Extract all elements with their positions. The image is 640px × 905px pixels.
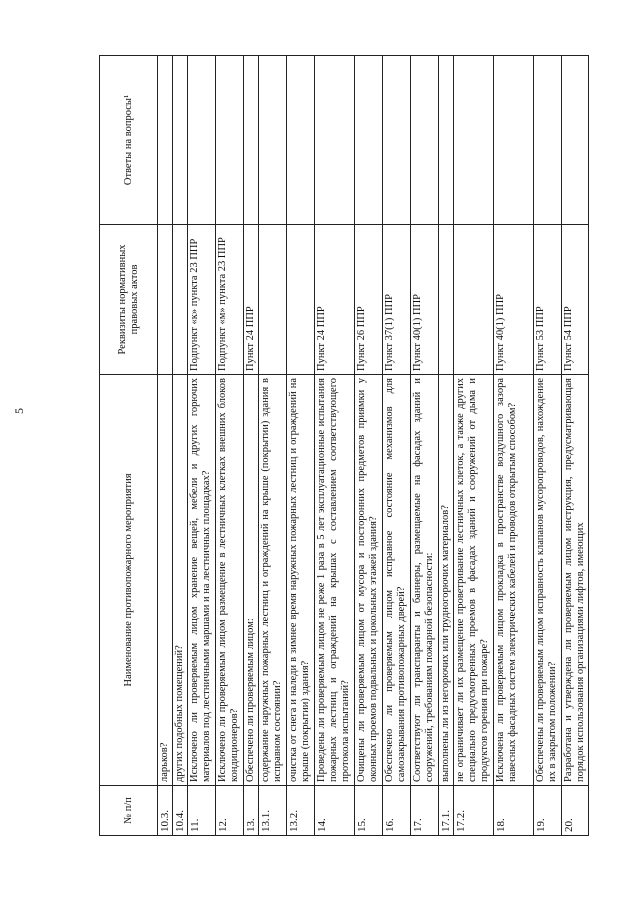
measure-name: Обеспечены ли проверяемым лицом исправность клапанов мусоропроводов, нахождение их в закрытом положении? <box>534 375 562 786</box>
table-row <box>188 56 216 836</box>
answer-cell <box>287 56 315 225</box>
row-number: 19. <box>534 786 562 836</box>
table-row <box>494 56 534 836</box>
legal-requisites <box>259 225 287 375</box>
table-header-row <box>100 56 158 836</box>
table-row <box>158 56 173 836</box>
header-name: Наименование противопожарного мероприятия <box>100 375 158 786</box>
legal-requisites <box>158 225 173 375</box>
row-number: 14. <box>315 786 355 836</box>
legal-requisites: Пункт 37(1) ППР <box>383 225 411 375</box>
answer-cell <box>454 56 494 225</box>
answer-cell <box>534 56 562 225</box>
measure-name: содержание наружных пожарных лестниц и ограждений на крыше (покрытии) здания в исправном состоянии? <box>259 375 287 786</box>
measure-name: Очищены ли проверяемым лицом от мусора и посторонних предметов приямки у оконных проемов подвальных и цокольных этажей здания? <box>355 375 383 786</box>
legal-requisites: Пункт 40(1) ППР <box>494 225 534 375</box>
row-number: 13.1. <box>259 786 287 836</box>
measure-name: Соответствуют ли транспаранты и баннеры, размещаемые на фасадах зданий и сооружений, требованиям пожарной безопасности: <box>411 375 439 786</box>
row-number: 13. <box>244 786 259 836</box>
table-row <box>173 56 188 836</box>
row-number: 15. <box>355 786 383 836</box>
page-number: 5 <box>12 408 26 414</box>
measure-name: выполнены ли из негорючих или трудногорючих материалов? <box>439 375 454 786</box>
answer-cell <box>355 56 383 225</box>
answer-cell <box>494 56 534 225</box>
legal-requisites <box>439 225 454 375</box>
answer-cell <box>411 56 439 225</box>
legal-requisites: Подпункт «м» пункта 23 ППР <box>216 225 244 375</box>
header-num: № п/п <box>100 786 158 836</box>
legal-requisites: Пункт 53 ППР <box>534 225 562 375</box>
legal-requisites: Пункт 54 ППР <box>562 225 589 375</box>
row-number: 10.4. <box>173 786 188 836</box>
measure-name: Разработана и утверждена ли проверяемым лицом инструкция, предусматривающая порядок использования организациями лифтов, имеющих <box>562 375 589 786</box>
table-row <box>562 56 589 836</box>
answer-cell <box>188 56 216 225</box>
legal-requisites: Пункт 24 ППР <box>244 225 259 375</box>
legal-requisites <box>454 225 494 375</box>
table-row <box>259 56 287 836</box>
table-row <box>355 56 383 836</box>
legal-requisites <box>173 225 188 375</box>
answer-cell <box>315 56 355 225</box>
legal-requisites <box>287 225 315 375</box>
legal-requisites: Пункт 24 ППР <box>315 225 355 375</box>
answer-cell <box>244 56 259 225</box>
row-number: 11. <box>188 786 216 836</box>
row-number: 17.2. <box>454 786 494 836</box>
measure-name: Проведены ли проверяемым лицом не реже 1 раза в 5 лет эксплуатационные испытания пожарных лестниц и ограждений на крышах с составлением соответствующего протокола испытаний? <box>315 375 355 786</box>
table-row <box>383 56 411 836</box>
table-row <box>534 56 562 836</box>
header-requisites: Реквизиты нормативных правовых актов <box>100 225 158 375</box>
measure-name: очистка от снега и наледи в зимнее время наружных пожарных лестниц и ограждений на крыше (покрытии) здания? <box>287 375 315 786</box>
table-row <box>287 56 315 836</box>
measure-name: Исключена ли проверяемым лицом прокладка в пространстве воздушного зазора навесных фасадных систем электрических кабелей и проводов открытым способом? <box>494 375 534 786</box>
table-row <box>244 56 259 836</box>
row-number: 20. <box>562 786 589 836</box>
table-row <box>439 56 454 836</box>
answer-cell <box>259 56 287 225</box>
row-number: 18. <box>494 786 534 836</box>
row-number: 16. <box>383 786 411 836</box>
table-row <box>315 56 355 836</box>
answer-cell <box>216 56 244 225</box>
measure-name: Исключено ли проверяемым лицом размещение в лестничных клетках внешних блоков кондиционеров? <box>216 375 244 786</box>
answer-cell <box>173 56 188 225</box>
row-number: 17. <box>411 786 439 836</box>
answer-cell <box>562 56 589 225</box>
row-number: 13.2. <box>287 786 315 836</box>
measure-name: Исключено ли проверяемым лицом хранение вещей, мебели и других горючих материалов под лестничными маршами и на лестничных площадках? <box>188 375 216 786</box>
answer-cell <box>158 56 173 225</box>
checklist-sheet <box>99 56 586 836</box>
legal-requisites: Пункт 26 ППР <box>355 225 383 375</box>
legal-requisites: Подпункт «к» пункта 23 ППР <box>188 225 216 375</box>
header-answers: Ответы на вопросы¹ <box>100 56 158 225</box>
legal-requisites: Пункт 40(1) ППР <box>411 225 439 375</box>
row-number: 10.3. <box>158 786 173 836</box>
answer-cell <box>439 56 454 225</box>
measure-name: Обеспечено ли проверяемым лицом: <box>244 375 259 786</box>
answer-cell <box>383 56 411 225</box>
measure-name: других подобных помещений? <box>173 375 188 786</box>
row-number: 12. <box>216 786 244 836</box>
measure-name: не ограничивает ли их размещение проветривание лестничных клеток, а также других специально предусмотренных проемов в фасадах зданий и сооружений от дыма и продуктов горения при пожаре? <box>454 375 494 786</box>
row-number: 17.1. <box>439 786 454 836</box>
table-row <box>216 56 244 836</box>
checklist-table <box>99 55 589 836</box>
table-row <box>411 56 439 836</box>
table-row <box>454 56 494 836</box>
measure-name: Обеспечено ли проверяемым лицом исправное состояние механизмов для самозакрывания противопожарных дверей? <box>383 375 411 786</box>
measure-name: ларьков? <box>158 375 173 786</box>
